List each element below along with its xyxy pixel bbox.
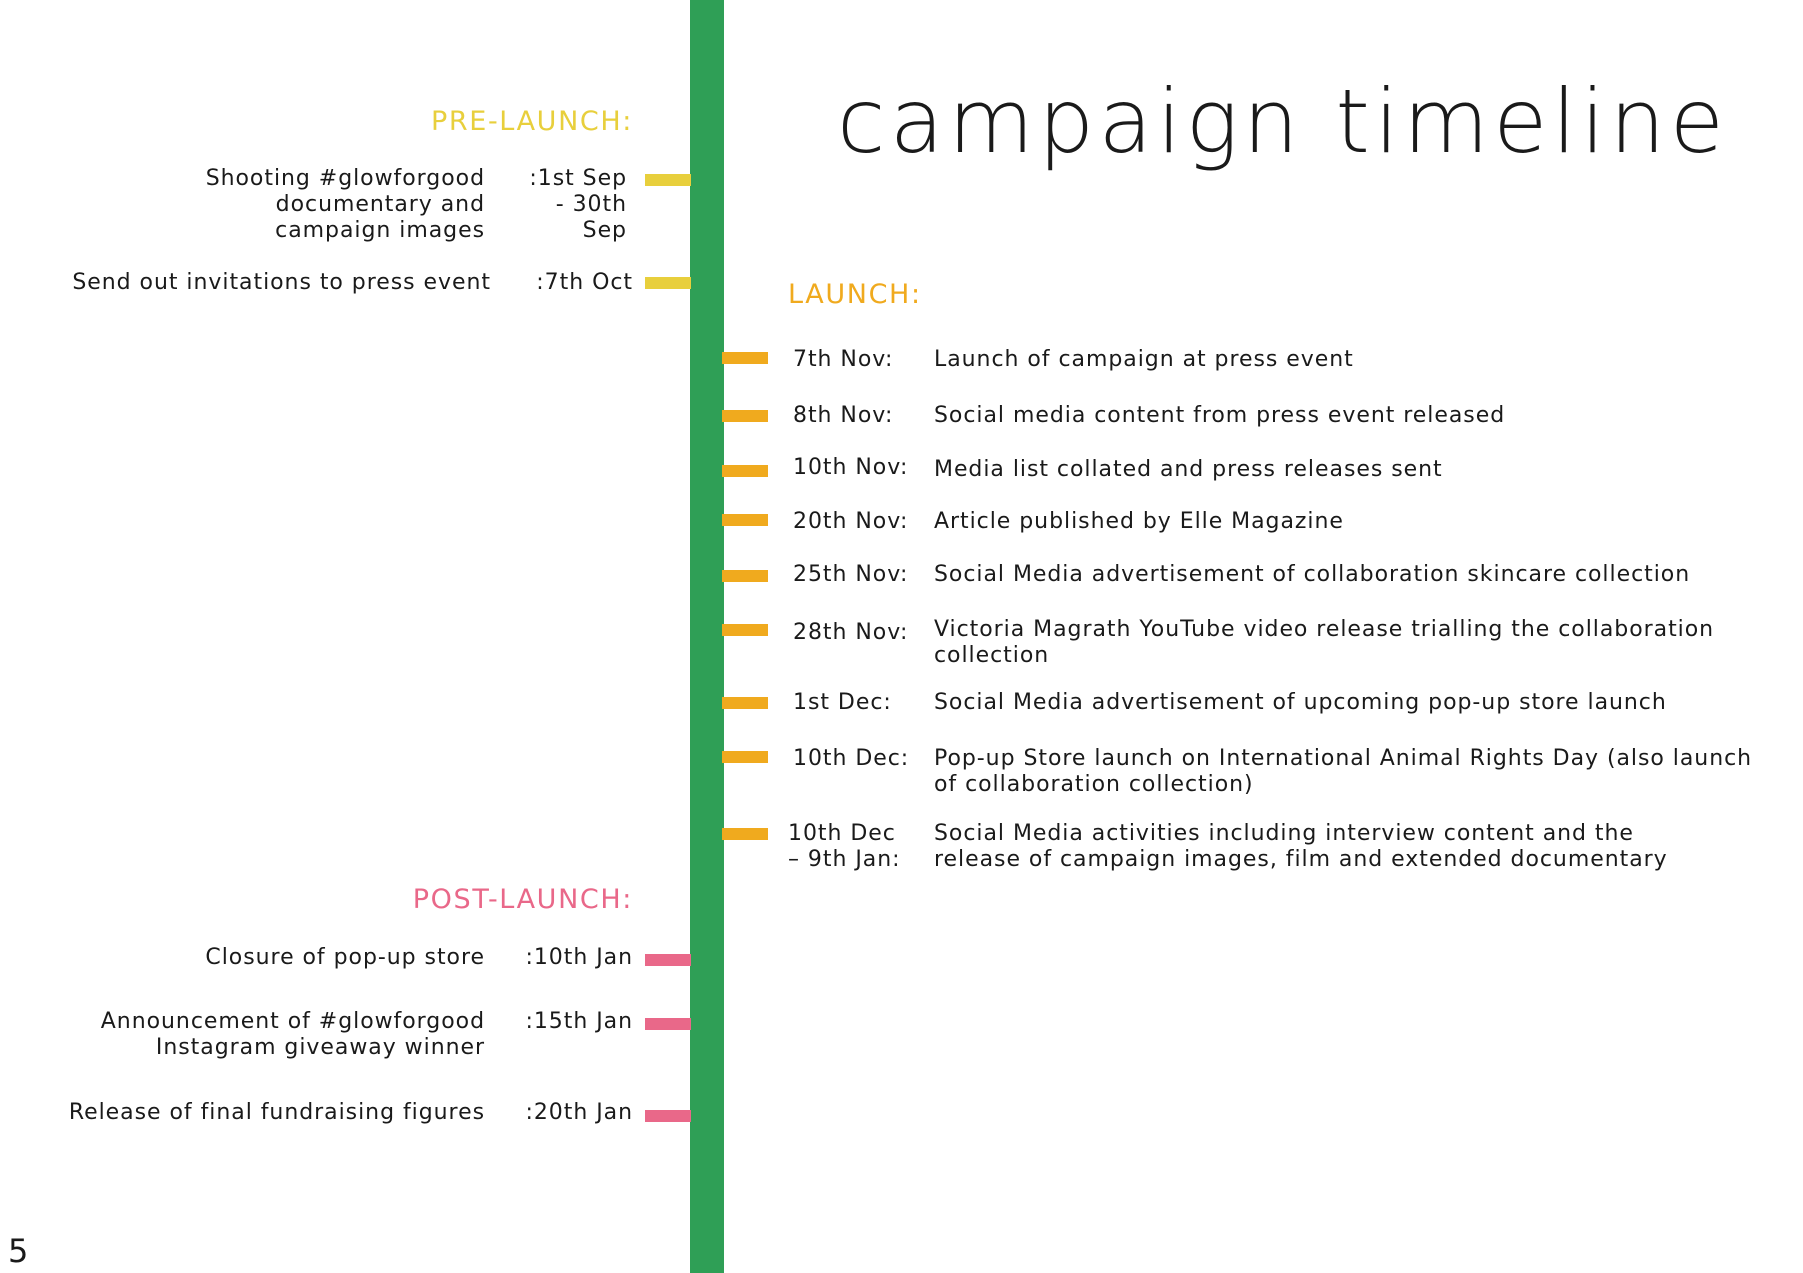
- event-line: Victoria Magrath YouTube video release trialling the collaboration: [934, 617, 1715, 642]
- launch-event-4: [934, 509, 1344, 535]
- event-line: Media list collated and press releases sent: [934, 457, 1443, 482]
- page-number: 5: [8, 1232, 29, 1270]
- launch-marker-2: [722, 410, 768, 422]
- event-line: Launch of campaign at press event: [934, 347, 1354, 372]
- post-launch-marker-1: [645, 954, 691, 966]
- launch-date-3: [793, 455, 908, 481]
- post-launch-heading: POST-LAUNCH:: [412, 884, 633, 915]
- event-line: of collaboration collection): [934, 772, 1254, 797]
- date-line: :7th Oct: [536, 270, 633, 295]
- date-line: 10th Nov:: [793, 455, 909, 480]
- launch-marker-7: [722, 697, 768, 709]
- launch-marker-6: [722, 624, 768, 636]
- pre-launch-marker-1: [645, 174, 691, 186]
- launch-date-2: [793, 403, 893, 429]
- event-line: Article published by Elle Magazine: [934, 509, 1344, 534]
- launch-event-6: [934, 617, 1714, 669]
- event-line: documentary and: [275, 192, 485, 217]
- launch-marker-4: [722, 514, 768, 526]
- event-line: Shooting #glowforgood: [205, 166, 485, 191]
- event-line: collection: [934, 643, 1050, 668]
- launch-date-5: [793, 562, 908, 588]
- post-launch-event-1: [205, 945, 485, 971]
- launch-event-3: [934, 457, 1443, 483]
- date-line: :1st Sep: [529, 166, 627, 191]
- date-line: - 30th: [555, 192, 627, 217]
- launch-date-8: [793, 746, 909, 772]
- date-line: :20th Jan: [525, 1100, 633, 1125]
- date-line: 8th Nov:: [793, 403, 894, 428]
- event-line: campaign images: [275, 218, 485, 243]
- timeline-spine: [690, 0, 724, 1273]
- event-line: Social Media activities including interview content and the: [934, 821, 1634, 846]
- date-line: – 9th Jan:: [788, 847, 901, 872]
- page-title: campaign timeline: [837, 70, 1729, 173]
- launch-date-4: [793, 509, 908, 535]
- event-line: Social Media advertisement of collaboration skincare collection: [934, 562, 1691, 587]
- date-line: :15th Jan: [525, 1009, 633, 1034]
- launch-event-5: [934, 562, 1690, 588]
- launch-marker-5: [722, 570, 768, 582]
- post-launch-event-3: [69, 1100, 485, 1126]
- launch-event-8: [934, 746, 1752, 798]
- event-line: Closure of pop-up store: [205, 945, 485, 970]
- pre-launch-event-1: [206, 166, 485, 244]
- event-line: release of campaign images, film and extended documentary: [934, 847, 1668, 872]
- date-line: 1st Dec:: [793, 690, 892, 715]
- post-launch-marker-3: [645, 1110, 691, 1122]
- launch-event-7: [934, 690, 1667, 716]
- date-line: :10th Jan: [525, 945, 633, 970]
- launch-heading: LAUNCH:: [788, 279, 922, 310]
- event-line: Social media content from press event released: [934, 403, 1506, 428]
- launch-date-1: [793, 347, 893, 373]
- post-launch-date-2: [525, 1009, 633, 1035]
- pre-launch-date-2: [536, 270, 633, 296]
- pre-launch-event-2: [72, 270, 491, 296]
- launch-marker-3: [722, 465, 768, 477]
- date-line: 25th Nov:: [793, 562, 909, 587]
- launch-event-2: [934, 403, 1505, 429]
- event-line: Social Media advertisement of upcoming pop-up store launch: [934, 690, 1667, 715]
- launch-marker-9: [722, 828, 768, 840]
- launch-marker-1: [722, 352, 768, 364]
- date-line: 10th Dec:: [793, 746, 910, 771]
- date-line: 20th Nov:: [793, 509, 909, 534]
- launch-marker-8: [722, 751, 768, 763]
- pre-launch-marker-2: [645, 277, 691, 289]
- launch-date-6: [793, 620, 908, 646]
- event-line: Instagram giveaway winner: [155, 1035, 485, 1060]
- pre-launch-heading: PRE-LAUNCH:: [430, 106, 633, 137]
- event-line: Pop-up Store launch on International Animal Rights Day (also launch: [934, 746, 1753, 771]
- launch-date-9: [788, 821, 900, 873]
- event-line: Announcement of #glowforgood: [100, 1009, 485, 1034]
- launch-event-9: [934, 821, 1668, 873]
- post-launch-marker-2: [645, 1018, 691, 1030]
- post-launch-event-2: [101, 1009, 485, 1061]
- date-line: 10th Dec: [788, 821, 896, 846]
- date-line: 28th Nov:: [793, 620, 909, 645]
- date-line: 7th Nov:: [793, 347, 894, 372]
- event-line: Send out invitations to press event: [72, 270, 491, 295]
- launch-date-7: [793, 690, 892, 716]
- launch-event-1: [934, 347, 1354, 373]
- post-launch-date-1: [525, 945, 633, 971]
- date-line: Sep: [582, 218, 627, 243]
- post-launch-date-3: [525, 1100, 633, 1126]
- event-line: Release of final fundraising figures: [68, 1100, 485, 1125]
- pre-launch-date-1: [529, 166, 627, 244]
